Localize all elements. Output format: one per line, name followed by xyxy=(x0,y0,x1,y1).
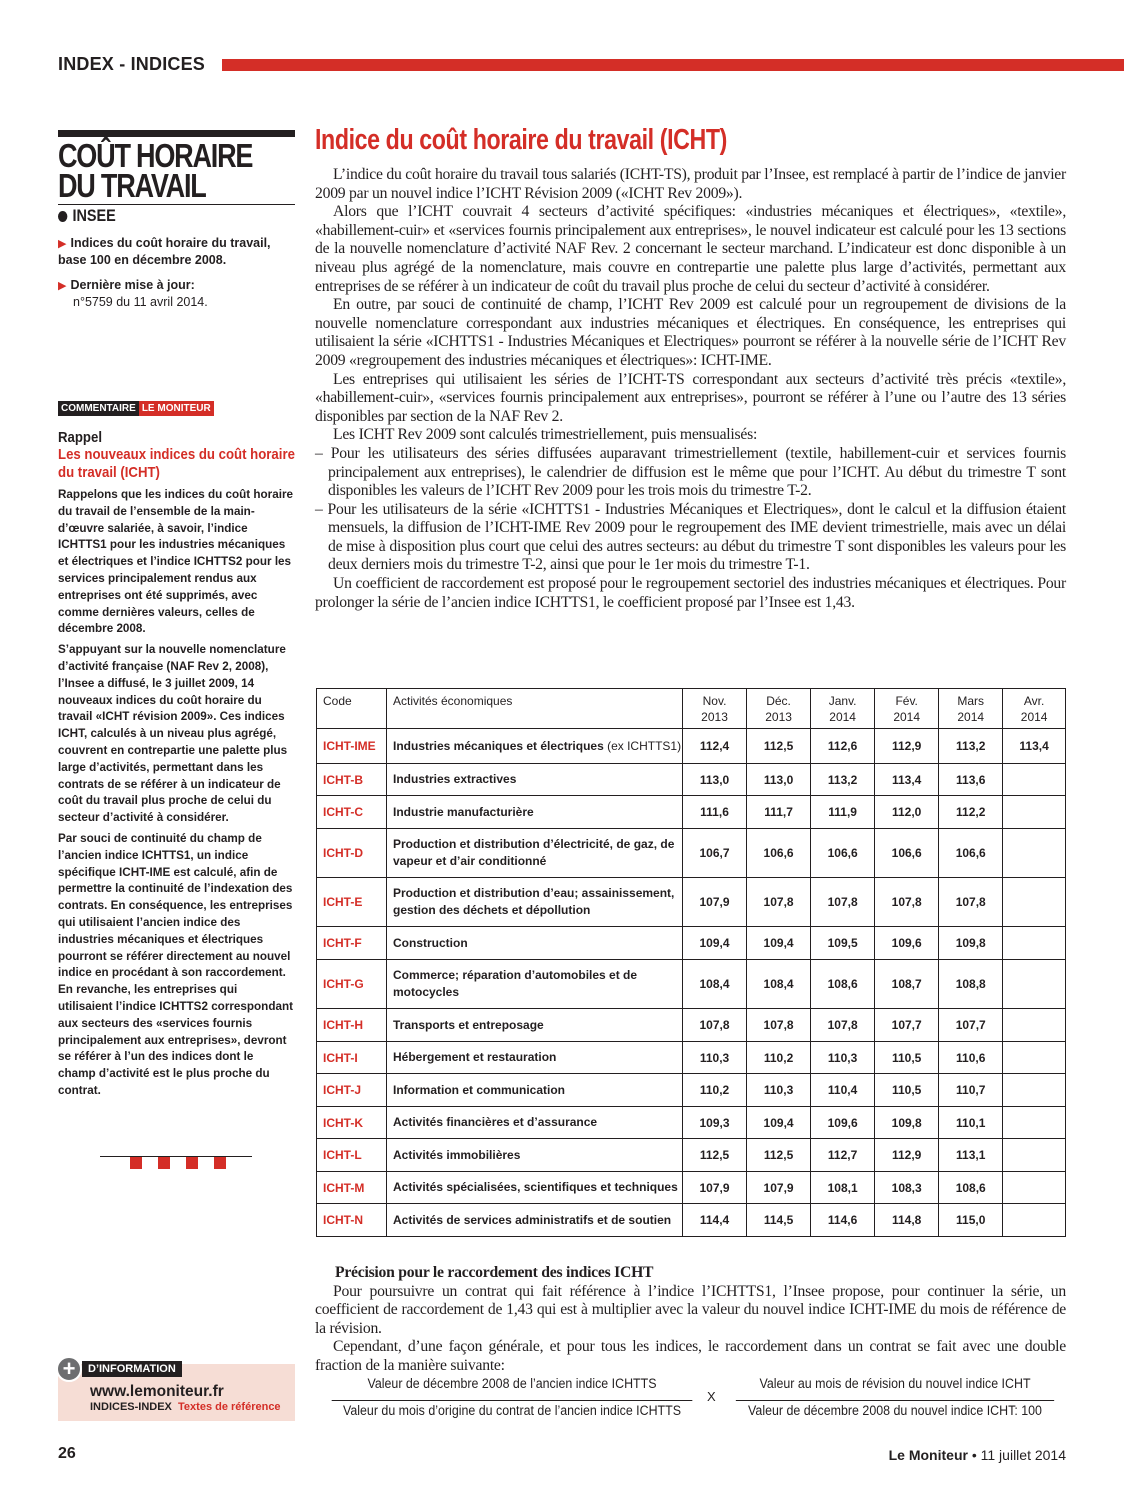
value-cell: 109,6 xyxy=(875,927,939,960)
value-cell: 111,9 xyxy=(811,796,875,829)
index-table xyxy=(316,688,1066,1237)
value-cell: 108,7 xyxy=(875,960,939,1009)
value-cell: 107,8 xyxy=(875,878,939,927)
link-indices[interactable]: INDICES-INDEX xyxy=(90,1401,172,1413)
table-row xyxy=(317,764,1066,796)
activity-cell xyxy=(387,729,683,764)
activity-label: Activités spécialisées, scientifiques et techniques xyxy=(393,1180,678,1194)
activity-cell xyxy=(387,1107,683,1139)
value-cell: 113,0 xyxy=(683,764,747,796)
value-cell: 107,8 xyxy=(811,878,875,927)
value-cell: 106,6 xyxy=(939,829,1003,878)
column-header: Janv. 2014 xyxy=(811,689,875,729)
activity-cell xyxy=(387,927,683,960)
fraction-bar xyxy=(332,1400,693,1401)
code-cell: ICHT-C xyxy=(317,796,387,829)
value-cell: 110,1 xyxy=(939,1107,1003,1139)
value-cell: 107,9 xyxy=(683,878,747,927)
square-icon xyxy=(158,1157,170,1169)
square-icon xyxy=(186,1157,198,1169)
code-cell: ICHT-G xyxy=(317,960,387,1009)
code-cell: ICHT-L xyxy=(317,1139,387,1172)
precision-title: Précision pour le raccordement des indices ICHT xyxy=(335,1264,654,1281)
source-label: INSEE xyxy=(72,206,116,225)
comment-paragraph: Rappelons que les indices du coût horaire du travail de l’ensemble de la main-d’œuvre salariée, à savoir, l’indice ICHTTS1 pour les industries mécaniques et électriques et l’indice ICHTTS2 pour les services principalement rendus aux entreprises ont été supprimés, avec comme dernières valeurs, celles de décembre 2008. xyxy=(58,487,293,636)
code-cell: ICHT-K xyxy=(317,1107,387,1139)
value-cell: 110,6 xyxy=(939,1042,1003,1074)
plus-icon: + xyxy=(56,1356,82,1382)
value-cell: 113,1 xyxy=(939,1139,1003,1172)
info-links xyxy=(90,1401,281,1413)
comment-tag xyxy=(58,401,214,416)
issue-date: • 11 juillet 2014 xyxy=(971,1447,1066,1463)
value-cell: 108,6 xyxy=(811,960,875,1009)
section-header: INDEX - INDICES xyxy=(58,54,206,74)
magazine-name: Le Moniteur xyxy=(888,1447,968,1463)
value-cell: 110,3 xyxy=(811,1042,875,1074)
table-row xyxy=(317,1172,1066,1204)
value-cell: 112,5 xyxy=(747,729,811,764)
value-cell xyxy=(1003,829,1066,878)
table-row xyxy=(317,927,1066,960)
column-header: Activités économiques xyxy=(387,689,683,729)
code-cell: ICHT-N xyxy=(317,1204,387,1237)
value-cell: 108,3 xyxy=(875,1172,939,1204)
code-cell: ICHT-D xyxy=(317,829,387,878)
code-cell: ICHT-M xyxy=(317,1172,387,1204)
triangle-icon: ▶ xyxy=(58,280,67,292)
table-header-row xyxy=(317,689,1066,729)
activity-label: Industries extractives xyxy=(393,772,517,786)
activity-cell xyxy=(387,1204,683,1237)
value-cell: 109,8 xyxy=(875,1107,939,1139)
activity-label: Information et communication xyxy=(393,1082,566,1097)
tag-left: COMMENTAIRE xyxy=(58,401,139,416)
bullet-text: Dernière mise à jour: xyxy=(70,278,195,292)
value-cell: 114,4 xyxy=(683,1204,747,1237)
times-sign: X xyxy=(707,1389,716,1404)
value-cell: 113,4 xyxy=(1003,729,1066,764)
value-cell xyxy=(1003,1107,1066,1139)
table-row xyxy=(317,1204,1066,1237)
value-cell: 112,2 xyxy=(939,796,1003,829)
triangle-icon: ▶ xyxy=(58,238,67,250)
table-row xyxy=(317,829,1066,878)
value-cell xyxy=(1003,1009,1066,1042)
value-cell: 112,4 xyxy=(683,729,747,764)
bullet-icon xyxy=(58,211,67,222)
numerator: Valeur de décembre 2008 de l’ancien indice ICHTTS xyxy=(367,1376,657,1391)
divider xyxy=(58,204,295,205)
activity-cell xyxy=(387,1172,683,1204)
value-cell xyxy=(1003,1042,1066,1074)
header-bar xyxy=(222,59,1124,71)
value-cell xyxy=(1003,796,1066,829)
value-cell: 115,0 xyxy=(939,1204,1003,1237)
table-row xyxy=(317,1042,1066,1074)
website-link[interactable]: www.lemoniteur.fr xyxy=(90,1383,224,1400)
value-cell: 112,5 xyxy=(747,1139,811,1172)
code-cell: ICHT-H xyxy=(317,1009,387,1042)
value-cell: 108,6 xyxy=(939,1172,1003,1204)
value-cell: 107,7 xyxy=(939,1009,1003,1042)
value-cell: 114,8 xyxy=(875,1204,939,1237)
value-cell: 110,4 xyxy=(811,1074,875,1107)
source xyxy=(58,206,259,226)
info-bullet xyxy=(58,277,295,310)
activity-label: Industries mécaniques et électriques xyxy=(393,738,604,753)
value-cell: 106,6 xyxy=(747,829,811,878)
end-mark xyxy=(100,1156,252,1169)
table-row xyxy=(317,1139,1066,1172)
value-cell: 112,9 xyxy=(875,1139,939,1172)
activity-label: Construction xyxy=(393,935,468,950)
value-cell xyxy=(1003,927,1066,960)
value-cell: 106,6 xyxy=(875,829,939,878)
activity-label: Production et distribution d’électricité, de gaz, de vapeur et d’air conditionné xyxy=(393,837,675,868)
table-row xyxy=(317,729,1066,764)
activity-cell xyxy=(387,1009,683,1042)
title-line: COÛT HORAIRE xyxy=(58,137,253,174)
activity-label: Hébergement et restauration xyxy=(393,1050,557,1064)
code-cell: ICHT-I xyxy=(317,1042,387,1074)
value-cell: 106,7 xyxy=(683,829,747,878)
paragraph: Cependant, d’une façon générale, et pour tous les indices, le raccordement dans un contrat se fait avec une double fraction de la manière suivante: xyxy=(315,1338,1066,1374)
square-icon xyxy=(214,1157,226,1169)
info-label: D’INFORMATION xyxy=(82,1361,182,1377)
activity-label: Activités immobilières xyxy=(393,1147,521,1162)
value-cell xyxy=(1003,1172,1066,1204)
paragraph: Les ICHT Rev 2009 sont calculés trimestriellement, puis mensualisés: xyxy=(333,426,758,444)
activity-label: Production et distribution d’eau; assainissement, gestion des déchets et dépollution xyxy=(393,886,675,917)
dash-item: – Pour les utilisateurs de la série «ICHTTS1 - Industries Mécaniques et Electriques», dont le calcul et la diffusion étaient mensuels, la diffusion de l’ICHT-IME Rev 2009 pour le regroupement des IME devient trimestrielle, mais avec un délai de mise à disposition plus court que celui des autres secteurs: au début du trimestre T sont disponibles les valeurs pour les deux derniers mois du trimestre T-2, ainsi que pour le 1er mois du trimestre T-1. xyxy=(315,500,1066,574)
table-row xyxy=(317,960,1066,1009)
value-cell: 110,3 xyxy=(747,1074,811,1107)
value-cell: 107,8 xyxy=(939,878,1003,927)
value-cell: 107,8 xyxy=(747,878,811,927)
footer-credit xyxy=(889,1447,1066,1463)
fraction-1 xyxy=(332,1376,693,1418)
sidebar-top-rule xyxy=(58,130,295,137)
activity-label: Activités de services administratifs et de soutien xyxy=(393,1212,672,1227)
paragraph: L’indice du coût horaire du travail tous salariés (ICHT-TS), produit par l’Insee, est remplacé à partir de l’indice de janvier 2009 par un nouvel indice l’ICHT Révision 2009 («ICHT Rev 2009»). xyxy=(315,166,1066,202)
value-cell xyxy=(1003,960,1066,1009)
activity-label: Commerce; réparation d’automobiles et de motocycles xyxy=(393,968,638,999)
activity-label: Transports et entreposage xyxy=(393,1017,544,1032)
tag-right: LE MONITEUR xyxy=(139,401,214,416)
square-icon xyxy=(130,1157,142,1169)
value-cell: 112,0 xyxy=(875,796,939,829)
denominator: Valeur de décembre 2008 du nouvel indice ICHT: 100 xyxy=(748,1403,1042,1418)
comment-paragraph: S’appuyant sur la nouvelle nomenclature d’activité française (NAF Rev 2, 2008), l’Insee a diffusé, le 3 juillet 2009, 14 nouveaux indices du coût horaire du travail «ICHT révision 2009». Ces indices ICHT, calculés à un niveau plus agrégé, couvrent en contrepartie une palette plus large d’activités, permettant dans les contrats de se référer à un indicateur de coût du travail plus proche de celui du secteur d’activité à considérer. xyxy=(58,642,288,825)
activity-cell xyxy=(387,796,683,829)
bullet-detail: n°5759 du 11 avril 2014. xyxy=(73,295,208,309)
value-cell: 109,4 xyxy=(747,1107,811,1139)
value-cell: 107,8 xyxy=(683,1009,747,1042)
value-cell: 109,4 xyxy=(683,927,747,960)
value-cell xyxy=(1003,764,1066,796)
table-row xyxy=(317,878,1066,927)
value-cell: 110,5 xyxy=(875,1042,939,1074)
value-cell: 110,7 xyxy=(939,1074,1003,1107)
sidebar xyxy=(58,130,295,1099)
paragraph: Les entreprises qui utilisaient les séries de l’ICHT-TS correspondant aux secteurs d’activité très précis «textile», «habillement-cuir», «services fournis principalement aux entreprises», pourront se référer à l’une ou l’autre des 13 séries disponibles par section de la NAF Rev 2. xyxy=(315,370,1066,425)
activity-cell xyxy=(387,1042,683,1074)
value-cell: 114,5 xyxy=(747,1204,811,1237)
column-header: Nov. 2013 xyxy=(683,689,747,729)
code-cell: ICHT-B xyxy=(317,764,387,796)
dash-item: – Pour les utilisateurs des séries diffusées auparavant trimestriellement (textile, habillement-cuir et services fournis principalement aux entreprises), le calendrier de diffusion est le même que pour l’ICHT. Au début du trimestre T sont disponibles les valeurs de l’ICHT Rev 2009 pour les trois mois du trimestre T-2. xyxy=(315,444,1066,500)
activity-cell xyxy=(387,878,683,927)
comment-body xyxy=(58,486,294,1099)
article-title: Indice du coût horaire du travail (ICHT) xyxy=(315,124,727,156)
numerator: Valeur au mois de révision du nouvel indice ICHT xyxy=(759,1376,1031,1391)
column-header: Fév. 2014 xyxy=(875,689,939,729)
value-cell: 107,9 xyxy=(683,1172,747,1204)
value-cell: 109,5 xyxy=(811,927,875,960)
value-cell: 114,6 xyxy=(811,1204,875,1237)
value-cell: 111,6 xyxy=(683,796,747,829)
info-bullet xyxy=(58,235,295,268)
precision-section xyxy=(315,1264,1066,1376)
column-header: Avr. 2014 xyxy=(1003,689,1066,729)
value-cell: 109,4 xyxy=(747,927,811,960)
paragraph: En outre, par souci de continuité de champ, l’ICHT Rev 2009 est calculé pour un regroupement de divisions de la nouvelle nomenclature correspondant aux industries mécaniques et électriques. En conséquence, les entreprises qui utilisaient la série «ICHTTS1 - Industries Mécaniques et Electriques» pourront se référer à la nouvelle série de l’ICHT Rev 2009 «regroupement des industries mécaniques et électriques»: ICHT-IME. xyxy=(315,296,1066,369)
value-cell: 108,4 xyxy=(747,960,811,1009)
value-cell: 108,8 xyxy=(939,960,1003,1009)
activity-cell xyxy=(387,1074,683,1107)
bullet-text: Indices du coût horaire du travail, base 100 en décembre 2008. xyxy=(58,236,271,267)
kicker: Rappel xyxy=(58,429,103,446)
value-cell: 107,8 xyxy=(811,1009,875,1042)
value-cell: 113,4 xyxy=(875,764,939,796)
comment-paragraph: Par souci de continuité du champ de l’ancien indice ICHTTS1, un indice spécifique ICHT-IME est calculé, afin de permettre la continuité de l’indexation des contrats. En conséquence, les entreprises qui utilisaient l’ancien indice des industries mécaniques et électriques pourront se référer directement au nouvel indice en procédant à son raccordement. En revanche, les entreprises qui utilisaient l’indice ICHTTS2 correspondant aux secteurs des «services fournis principalement aux entreprises», devront se référer à l’un des indices dont le champ d’activité est le plus proche du contrat. xyxy=(58,830,293,1097)
paragraph: Pour poursuivre un contrat qui fait référence à l’indice l’ICHTTS1, l’Insee propose, pour continuer la série, un coefficient de raccordement de 1,43 qui est à multiplier avec la valeur du nouvel indice ICHT-IME du mois de référence de la révision. xyxy=(315,1282,1066,1337)
value-cell: 110,2 xyxy=(683,1074,747,1107)
code-cell: ICHT-E xyxy=(317,878,387,927)
value-cell: 108,4 xyxy=(683,960,747,1009)
activity-cell xyxy=(387,764,683,796)
table-row xyxy=(317,1074,1066,1107)
value-cell: 109,8 xyxy=(939,927,1003,960)
value-cell: 112,9 xyxy=(875,729,939,764)
value-cell: 112,5 xyxy=(683,1139,747,1172)
activity-note: (ex ICHTTS1) xyxy=(607,738,682,753)
value-cell: 108,1 xyxy=(811,1172,875,1204)
value-cell: 113,2 xyxy=(939,729,1003,764)
code-cell: ICHT-F xyxy=(317,927,387,960)
paragraph: Alors que l’ICHT couvrait 4 secteurs d’activité spécifiques: «industries mécaniques et électriques», «textile», «habillement-cuir» et «services fournis principalement aux entreprises», le nouvel indicateur est calculé pour les 13 sections de la nouvelle nomenclature d’activité NAF Rev. 2 concernant le secteur marchand. L’indicateur est donc disponible à un niveau plus agrégé de la nomenclature, mais couvre en contrepartie une palette plus large d’activités, permettant aux entreprises de se référer à un indicateur de coût du travail plus proche de celui du secteur d’activité à considérer. xyxy=(315,203,1066,295)
value-cell: 112,7 xyxy=(811,1139,875,1172)
activity-label: Industrie manufacturière xyxy=(393,804,534,819)
column-header: Mars 2014 xyxy=(939,689,1003,729)
value-cell: 107,9 xyxy=(747,1172,811,1204)
article xyxy=(315,124,1066,612)
table-row xyxy=(317,1107,1066,1139)
value-cell xyxy=(1003,1074,1066,1107)
comment-headline: Les nouveaux indices du coût horaire du travail (ICHT) xyxy=(58,446,295,481)
value-cell: 113,0 xyxy=(747,764,811,796)
link-textes[interactable]: Textes de référence xyxy=(178,1401,281,1413)
page-number: 26 xyxy=(58,1445,76,1462)
code-cell: ICHT-J xyxy=(317,1074,387,1107)
value-cell: 110,5 xyxy=(875,1074,939,1107)
article-body xyxy=(315,166,1066,612)
table-row xyxy=(317,1009,1066,1042)
value-cell: 109,3 xyxy=(683,1107,747,1139)
activity-cell xyxy=(387,1139,683,1172)
value-cell xyxy=(1003,878,1066,927)
fraction-2 xyxy=(736,1376,1054,1418)
value-cell: 111,7 xyxy=(747,796,811,829)
value-cell: 107,7 xyxy=(875,1009,939,1042)
activity-label: Activités financières et d’assurance xyxy=(393,1115,598,1129)
activity-cell xyxy=(387,829,683,878)
value-cell: 109,6 xyxy=(811,1107,875,1139)
table-row xyxy=(317,796,1066,829)
value-cell: 110,2 xyxy=(747,1042,811,1074)
value-cell: 107,8 xyxy=(747,1009,811,1042)
fraction-bar xyxy=(736,1400,1054,1401)
value-cell: 112,6 xyxy=(811,729,875,764)
column-header: Déc. 2013 xyxy=(747,689,811,729)
title-line: DU TRAVAIL xyxy=(58,167,206,204)
value-cell: 106,6 xyxy=(811,829,875,878)
value-cell xyxy=(1003,1139,1066,1172)
column-header: Code xyxy=(317,689,387,729)
activity-cell xyxy=(387,960,683,1009)
denominator: Valeur du mois d’origine du contrat de l’ancien indice ICHTTS xyxy=(342,1403,682,1418)
info-box xyxy=(58,1356,295,1421)
value-cell: 110,3 xyxy=(683,1042,747,1074)
paragraph: Un coefficient de raccordement est proposé pour le regroupement sectoriel des industries mécaniques et électriques. Pour prolonger la série de l’ancien indice ICHTTS1, le coefficient proposé par l’Insee est 1,43. xyxy=(315,575,1066,611)
code-cell: ICHT-IME xyxy=(317,729,387,764)
value-cell xyxy=(1003,1204,1066,1237)
value-cell: 113,6 xyxy=(939,764,1003,796)
value-cell: 113,2 xyxy=(811,764,875,796)
sidebar-title xyxy=(58,137,253,204)
